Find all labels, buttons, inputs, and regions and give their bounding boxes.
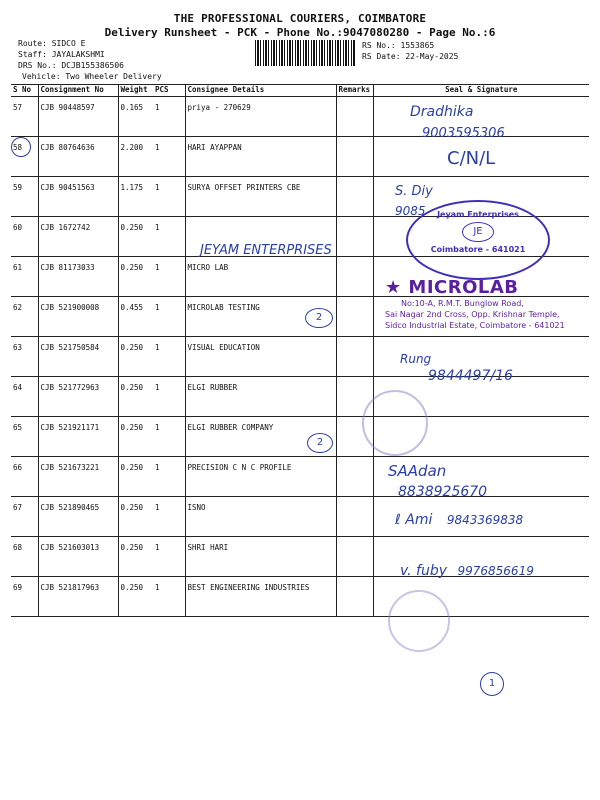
cell-consignment: CJB 521772963 <box>38 377 118 417</box>
col-signature: Seal & Signature <box>373 85 589 97</box>
cell-weight: 0.250 <box>118 337 153 377</box>
star-icon: ★ <box>385 277 402 298</box>
table-row <box>11 577 589 617</box>
col-sno: S No <box>11 85 38 97</box>
cell-weight: 1.175 <box>118 177 153 217</box>
col-consignment: Consignment No <box>38 85 118 97</box>
cell-consignee-details: MICRO LAB <box>185 257 336 297</box>
cell-consignee-details: VISUAL EDUCATION <box>185 337 336 377</box>
cell-remarks <box>336 297 373 337</box>
cell-pcs: 1 <box>153 97 185 137</box>
table-row <box>11 137 589 177</box>
cell-sno: 61 <box>11 257 38 297</box>
cell-remarks <box>336 497 373 537</box>
cell-pcs: 1 <box>153 537 185 577</box>
cell-consignee-details: ELGI RUBBER COMPANY <box>185 417 336 457</box>
cell-sno: 64 <box>11 377 38 417</box>
microlab-addr-1: No:10-A, R.M.T. Bunglow Road, <box>401 299 524 308</box>
rs-number: RS No.: 1553865 <box>362 41 435 50</box>
cell-pcs: 1 <box>153 177 185 217</box>
cell-remarks <box>336 97 373 137</box>
cell-weight: 0.250 <box>118 217 153 257</box>
table-header-row <box>11 85 589 97</box>
cell-consignment: CJB 521673221 <box>38 457 118 497</box>
cell-consignee-details: MICROLAB TESTING <box>185 297 336 337</box>
runsheet-meta-right <box>362 40 458 62</box>
handwritten-cnl-58: C/N/L <box>447 148 496 169</box>
signature-66: SAAdan <box>388 462 447 480</box>
cell-weight: 0.250 <box>118 457 153 497</box>
cell-remarks <box>336 577 373 617</box>
handwritten-consignee-60: JEYAM ENTERPRISES <box>200 243 332 258</box>
cell-remarks <box>336 537 373 577</box>
cell-consignment: CJB 521817963 <box>38 577 118 617</box>
signature-57: Dradhika <box>410 104 474 120</box>
cell-weight: 0.250 <box>118 417 153 457</box>
cell-remarks <box>336 337 373 377</box>
barcode <box>255 40 355 66</box>
handwritten-phone-67: 9843369838 <box>446 513 524 527</box>
cell-sno: 67 <box>11 497 38 537</box>
cell-consignment: CJB 521750584 <box>38 337 118 377</box>
cell-pcs: 1 <box>153 217 185 257</box>
staff: Staff: JAYALAKSHMI <box>18 50 105 59</box>
cell-weight: 0.250 <box>118 377 153 417</box>
cell-weight: 0.250 <box>118 577 153 617</box>
cell-consignee-details: priya - 270629 <box>185 97 336 137</box>
signature-67: ℓ Ami 9843369838 <box>395 512 524 528</box>
cell-consignee-details: ELGI RUBBER <box>185 377 336 417</box>
signature-63: Rung <box>400 352 432 366</box>
jeyam-enterprises-stamp <box>406 200 550 280</box>
cell-pcs: 1 <box>153 417 185 457</box>
handwritten-note-60: 9085 <box>395 204 426 218</box>
cell-sno: 57 <box>11 97 38 137</box>
runsheet-subtitle: Delivery Runsheet - PCK - Phone No.:9047080280 - Page No.:6 <box>104 26 496 39</box>
cell-consignee-details: PRECISION C N C PROFILE <box>185 457 336 497</box>
cell-pcs: 1 <box>153 497 185 537</box>
cell-pcs: 1 <box>153 377 185 417</box>
col-weight: Weight <box>118 85 153 97</box>
cell-remarks <box>336 217 373 257</box>
delivery-table <box>11 84 589 617</box>
microlab-stamp <box>385 277 565 331</box>
cell-sno: 60 <box>11 217 38 257</box>
cell-sno: 66 <box>11 457 38 497</box>
runsheet-meta-left <box>18 38 162 82</box>
circled-number-62: 2 <box>305 308 333 328</box>
rs-date: RS Date: 22-May-2025 <box>362 52 459 61</box>
cell-sno: 68 <box>11 537 38 577</box>
circle-mark-58 <box>11 137 31 157</box>
cell-consignee-details: ISNO <box>185 497 336 537</box>
table-row <box>11 457 589 497</box>
cell-consignee-details: BEST ENGINEERING INDUSTRIES <box>185 577 336 617</box>
cell-pcs: 1 <box>153 337 185 377</box>
vehicle: Vehicle: Two Wheeler Delivery <box>22 72 162 81</box>
cell-sno: 63 <box>11 337 38 377</box>
cell-sno: 62 <box>11 297 38 337</box>
handwritten-phone-63: 9844497/16 <box>428 368 513 384</box>
col-details: Consignee Details <box>185 85 336 97</box>
faded-round-stamp <box>362 390 428 456</box>
drs-number: DRS No.: DCJB155386506 <box>18 61 124 70</box>
cell-pcs: 1 <box>153 257 185 297</box>
cell-consignment: CJB 521890465 <box>38 497 118 537</box>
cell-pcs: 1 <box>153 297 185 337</box>
route: Route: SIDCO E <box>18 39 86 48</box>
cell-consignment: CJB 81173033 <box>38 257 118 297</box>
col-remarks: Remarks <box>336 85 373 97</box>
cell-sno: 69 <box>11 577 38 617</box>
faded-round-stamp-69 <box>388 590 450 652</box>
cell-weight: 2.200 <box>118 137 153 177</box>
cell-consignment: CJB 521921171 <box>38 417 118 457</box>
cell-pcs: 1 <box>153 577 185 617</box>
cell-weight: 0.250 <box>118 497 153 537</box>
microlab-addr-3: Sidco Industrial Estate, Coimbatore - 641021 <box>385 321 565 330</box>
jeyam-stamp-name: Jeyam Enterprises <box>437 210 519 219</box>
cell-sno: 65 <box>11 417 38 457</box>
cell-weight: 0.250 <box>118 537 153 577</box>
handwritten-phone-57: 9003595306 <box>422 126 505 141</box>
cell-consignment: CJB 90448597 <box>38 97 118 137</box>
cell-remarks <box>336 137 373 177</box>
col-pcs: PCS <box>153 85 185 97</box>
cell-consignment: CJB 1672742 <box>38 217 118 257</box>
cell-consignee-details: HARI AYAPPAN <box>185 137 336 177</box>
table-row <box>11 417 589 457</box>
microlab-addr-2: Sai Nagar 2nd Cross, Opp. Krishnar Temple, <box>385 310 560 319</box>
cell-consignment: CJB 521603013 <box>38 537 118 577</box>
jeyam-stamp-monogram: JE <box>462 222 494 242</box>
cell-pcs: 1 <box>153 457 185 497</box>
company-title: THE PROFESSIONAL COURIERS, COIMBATORE <box>173 12 427 25</box>
circled-number-65: 2 <box>307 433 333 453</box>
cell-pcs: 1 <box>153 137 185 177</box>
cell-weight: 0.165 <box>118 97 153 137</box>
cell-remarks <box>336 257 373 297</box>
handwritten-phone-68: 9976856619 <box>457 564 534 578</box>
microlab-stamp-name: MICROLAB <box>408 277 519 298</box>
signature-68: v. fuby 9976856619 <box>400 563 534 579</box>
circled-number-bottom: 1 <box>480 672 504 696</box>
cell-consignment: CJB 80764636 <box>38 137 118 177</box>
cell-sno: 59 <box>11 177 38 217</box>
handwritten-phone-66: 8838925670 <box>398 484 488 500</box>
cell-sno: 58 <box>11 137 38 177</box>
cell-consignment: CJB 521900008 <box>38 297 118 337</box>
jeyam-stamp-city: Coimbatore - 641021 <box>430 245 526 254</box>
cell-remarks <box>336 177 373 217</box>
cell-weight: 0.455 <box>118 297 153 337</box>
cell-consignee-details: SHRI HARI <box>185 537 336 577</box>
cell-remarks <box>336 457 373 497</box>
cell-weight: 0.250 <box>118 257 153 297</box>
signature-59: S. Diy <box>395 184 433 199</box>
cell-consignment: CJB 90451563 <box>38 177 118 217</box>
cell-consignee-details: SURYA OFFSET PRINTERS CBE <box>185 177 336 217</box>
